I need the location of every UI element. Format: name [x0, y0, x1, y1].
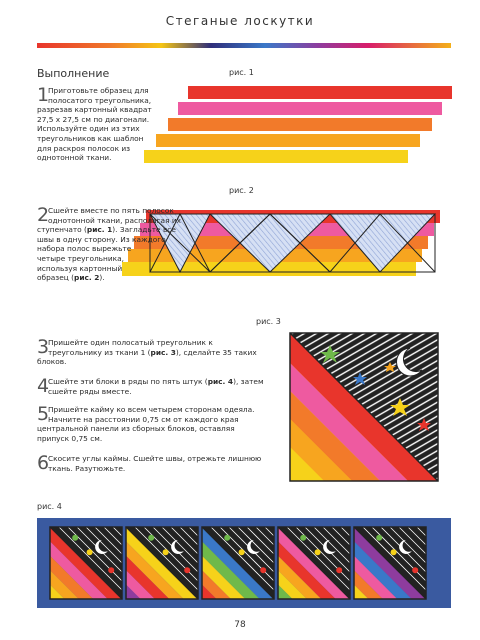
figure-4-label: рис. 4 [37, 502, 62, 511]
star-icon [184, 567, 190, 573]
page-number: 78 [234, 620, 246, 630]
star-icon [163, 549, 169, 555]
step-2-line-7: используя картонный [37, 263, 123, 273]
step-1-line-7: для раскроя полосок из [37, 143, 131, 153]
star-icon [108, 567, 114, 573]
star-icon [148, 535, 154, 541]
step-4-line-2: сшейте ряды вместе. [48, 386, 132, 396]
step-1-line-1: Приготовьте образец для [48, 86, 149, 95]
quilt-block [354, 527, 426, 599]
star-icon [300, 535, 306, 541]
quilt-block [50, 527, 122, 599]
quilt-block [278, 527, 350, 599]
star-icon [336, 567, 342, 573]
figure-2-label: рис. 2 [229, 186, 254, 195]
star-icon [224, 535, 230, 541]
step-4-line-1: Сшейте эти блоки в ряды по пять штук (рис. 4), затем [48, 377, 264, 386]
step-6-number: 6 [37, 452, 50, 474]
star-icon [376, 535, 382, 541]
step-1-line-2: полосатого треугольника, [48, 95, 152, 105]
step-5-line-3: центральной панели из сборных блоков, оставляя [37, 424, 235, 434]
step-1-number: 1 [37, 84, 50, 106]
figure-3-label: рис. 3 [256, 317, 281, 326]
step-2-line-8: образец (рис. 2). [37, 273, 105, 283]
step-5-line-4: припуск 0,75 см. [37, 433, 103, 443]
step-2-line-4: швы в одну сторону. Из каждого [37, 234, 166, 244]
step-2-line-5: набора полос вырежьте [37, 244, 132, 254]
step-6-line-2: ткань. Разутюжьте. [48, 463, 126, 473]
step-1-line-3: разрезав картонный квадрат [37, 105, 152, 115]
step-5-number: 5 [37, 403, 50, 425]
page-header-title: Стеганые лоскутки [165, 14, 315, 28]
step-3-number: 3 [37, 336, 50, 358]
step-2-line-2: однотонной ткани, располагая их [48, 215, 182, 225]
step-2-line-1: Сшейте вместе по пять полосок [48, 206, 174, 215]
step-2-line-6: четыре треугольника, [37, 253, 125, 263]
step-2-number: 2 [37, 204, 50, 226]
step-2-line-3: ступенчато (рис. 1). Загладьте все [37, 225, 176, 235]
star-icon [87, 549, 93, 555]
section-title: Выполнение [37, 67, 110, 80]
star-icon [260, 567, 266, 573]
star-icon [72, 535, 78, 541]
step-5-line-2: Начните на расстоянии 0,75 см от каждого края [48, 414, 239, 424]
step-5-line-1: Пришейте кайму ко всем четырем сторонам одеяла. [48, 405, 255, 414]
step-1-line-6: треугольников как шаблон [37, 133, 144, 143]
star-icon [239, 549, 245, 555]
step-4-number: 4 [37, 375, 50, 397]
star-icon [412, 567, 418, 573]
step-1-line-8: однотонной ткани. [37, 153, 112, 163]
quilt-block [126, 527, 198, 599]
star-icon [315, 549, 321, 555]
quilt-block [202, 527, 274, 599]
step-1-line-4: 27,5 х 27,5 см по диагонали. [37, 114, 150, 124]
step-1-line-5: Используйте один из этих [37, 124, 140, 134]
step-3-line-1: Пришейте один полосатый треугольник к [48, 338, 213, 347]
step-6-line-1: Скосите углы каймы. Сшейте швы, отрежьте лишнюю [48, 454, 262, 463]
star-icon [391, 549, 397, 555]
figure-1-label: рис. 1 [229, 68, 254, 77]
step-3-line-2: треугольнику из ткани 1 (рис. 3), сделайте 35 таких [48, 347, 257, 357]
step-3-line-3: блоков. [37, 357, 67, 367]
